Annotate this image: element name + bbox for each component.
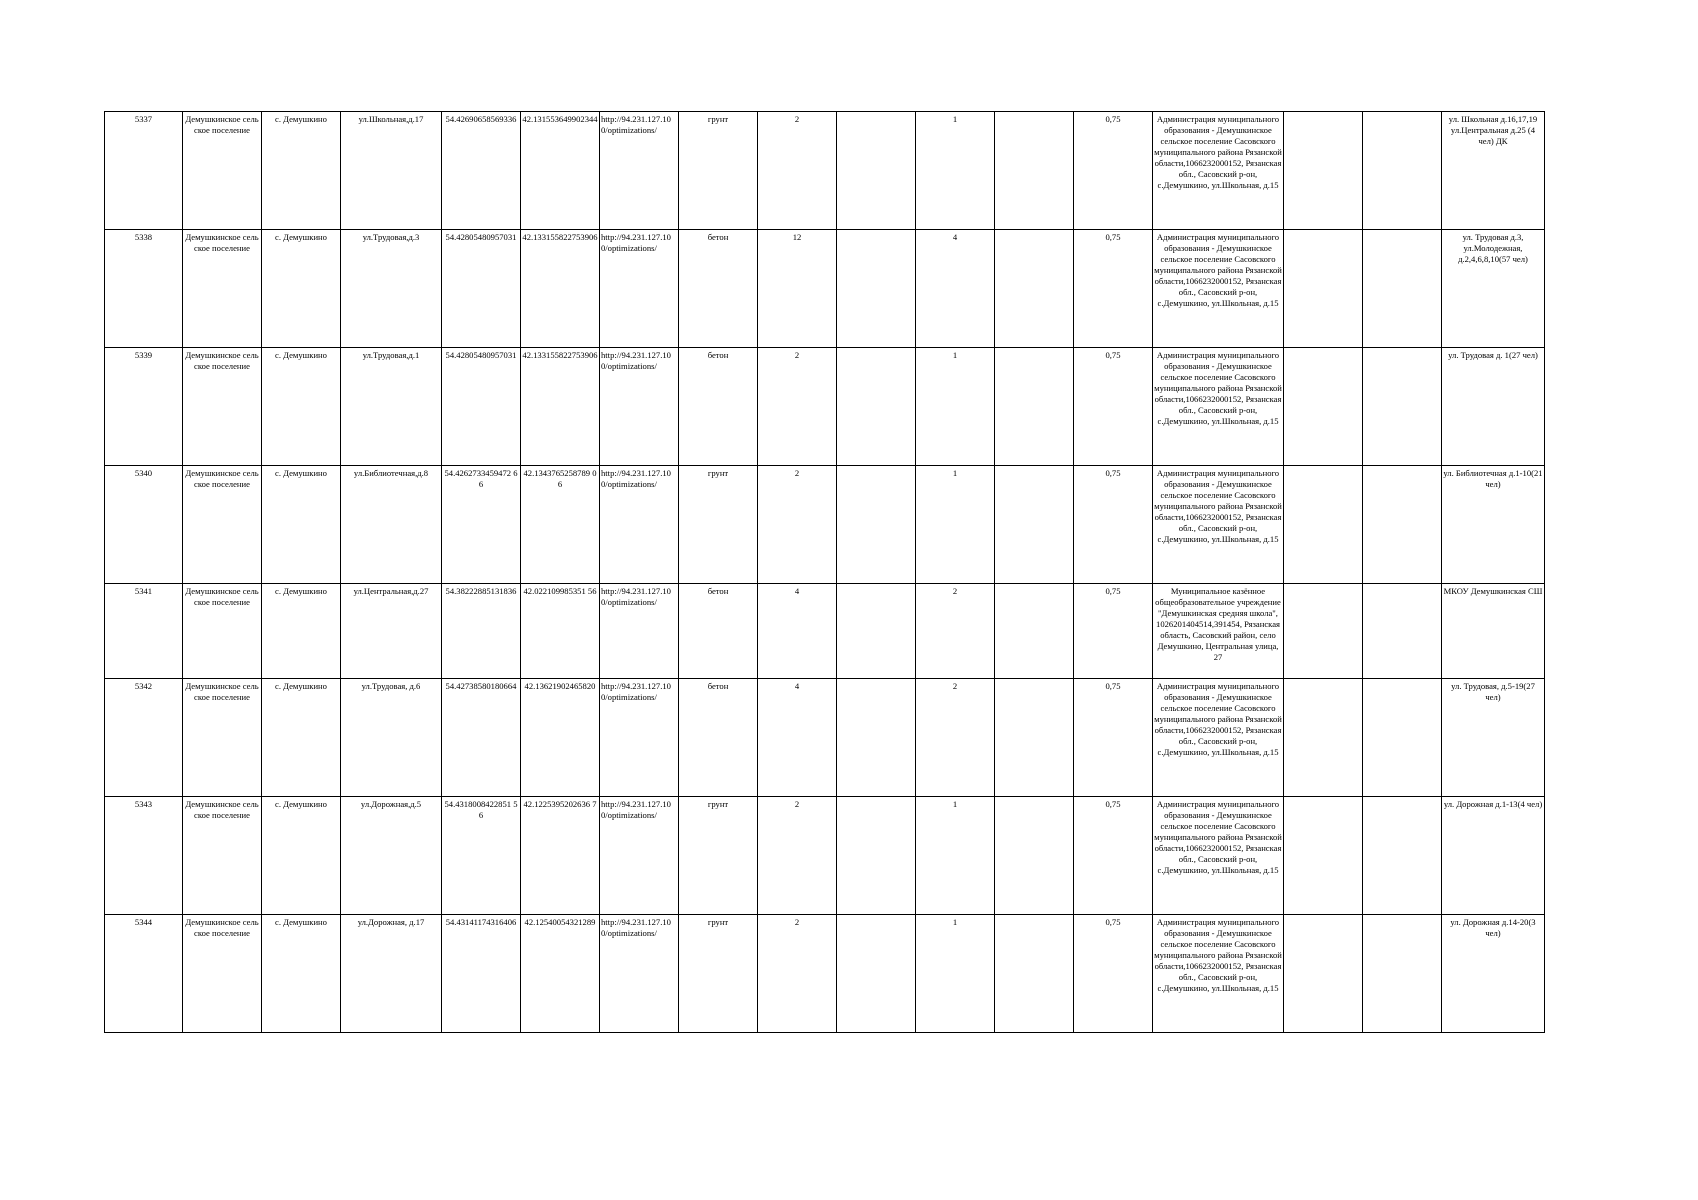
volume-cell: 0,75	[1074, 466, 1153, 584]
area-cell: 12	[758, 230, 837, 348]
village-cell: с. Демушкино	[262, 348, 341, 466]
empty-cell	[1284, 797, 1363, 915]
registry-sheet	[104, 111, 1545, 1033]
surface-cell: бетон	[679, 584, 758, 679]
waste-sources-cell: ул. Дорожная д.1-13(4 чел)	[1442, 797, 1545, 915]
containers-cell: 1	[916, 915, 995, 1033]
map-link-cell[interactable]: http://94.231.127.100/optimizations/	[600, 348, 679, 466]
table-row	[105, 584, 1545, 679]
containers-cell: 2	[916, 679, 995, 797]
id-cell: 5342	[105, 679, 183, 797]
map-link-cell[interactable]: http://94.231.127.100/optimizations/	[600, 797, 679, 915]
id-cell: 5341	[105, 584, 183, 679]
village-cell: с. Демушкино	[262, 466, 341, 584]
address-cell: ул.Трудовая,д.1	[341, 348, 442, 466]
longitude-cell: 42.133155822753906	[521, 348, 600, 466]
village-cell: с. Демушкино	[262, 584, 341, 679]
id-cell: 5337	[105, 112, 183, 230]
table-row	[105, 112, 1545, 230]
owner-cell: Администрация муниципального образования - Демушкинское сельское поселение Сасовского муниципального района Рязанской области,1066232000152, Рязанская обл., Сасовский р-он, с.Демушкино, ул.Школьная, д.15	[1153, 915, 1284, 1033]
surface-cell: грунт	[679, 797, 758, 915]
address-cell: ул.Трудовая,д.3	[341, 230, 442, 348]
address-cell: ул.Библиотечная,д.8	[341, 466, 442, 584]
volume-cell: 0,75	[1074, 584, 1153, 679]
address-cell: ул.Дорожная,д.5	[341, 797, 442, 915]
owner-cell: Муниципальное казённое общеобразовательное учреждение "Демушкинская средняя школа", 1026201404514,391454, Рязанская область, Сасовский район, село Демушкино, Центральная улица, 27	[1153, 584, 1284, 679]
surface-cell: грунт	[679, 466, 758, 584]
empty-cell	[837, 679, 916, 797]
village-cell: с. Демушкино	[262, 230, 341, 348]
empty-cell	[837, 112, 916, 230]
waste-sources-cell: ул. Трудовая, д.5-19(27 чел)	[1442, 679, 1545, 797]
empty-cell	[995, 112, 1074, 230]
id-cell: 5339	[105, 348, 183, 466]
map-link-cell[interactable]: http://94.231.127.100/optimizations/	[600, 915, 679, 1033]
containers-cell: 1	[916, 797, 995, 915]
containers-cell: 2	[916, 584, 995, 679]
empty-cell	[995, 584, 1074, 679]
latitude-cell: 54.42690658569336	[442, 112, 521, 230]
empty-cell	[1284, 112, 1363, 230]
empty-cell	[1284, 679, 1363, 797]
empty-cell	[1284, 348, 1363, 466]
empty-cell	[1363, 112, 1442, 230]
longitude-cell: 42.1225395202636 7	[521, 797, 600, 915]
settlement-cell: Демушкинское сельское поселение	[183, 679, 262, 797]
settlement-cell: Демушкинское сельское поселение	[183, 112, 262, 230]
area-cell: 2	[758, 348, 837, 466]
empty-cell	[1284, 466, 1363, 584]
waste-sources-cell: ул. Трудовая д.3, ул.Молодежная, д.2,4,6,8,10(57 чел)	[1442, 230, 1545, 348]
longitude-cell: 42.131553649902344	[521, 112, 600, 230]
table-row	[105, 679, 1545, 797]
owner-cell: Администрация муниципального образования - Демушкинское сельское поселение Сасовского муниципального района Рязанской области,1066232000152, Рязанская обл., Сасовский р-он, с.Демушкино, ул.Школьная, д.15	[1153, 466, 1284, 584]
empty-cell	[837, 584, 916, 679]
owner-cell: Администрация муниципального образования - Демушкинское сельское поселение Сасовского муниципального района Рязанской области,1066232000152, Рязанская обл., Сасовский р-он, с.Демушкино, ул.Школьная, д.15	[1153, 679, 1284, 797]
empty-cell	[995, 348, 1074, 466]
latitude-cell: 54.43141174316406	[442, 915, 521, 1033]
longitude-cell: 42.022109985351 56	[521, 584, 600, 679]
map-link-cell[interactable]: http://94.231.127.100/optimizations/	[600, 679, 679, 797]
waste-sources-cell: ул. Школьная д.16,17,19 ул.Центральная д.25 (4 чел) ДК	[1442, 112, 1545, 230]
village-cell: с. Демушкино	[262, 679, 341, 797]
table-row	[105, 915, 1545, 1033]
empty-cell	[837, 466, 916, 584]
address-cell: ул.Дорожная, д.17	[341, 915, 442, 1033]
empty-cell	[995, 915, 1074, 1033]
empty-cell	[837, 797, 916, 915]
area-cell: 4	[758, 679, 837, 797]
map-link-cell[interactable]: http://94.231.127.100/optimizations/	[600, 584, 679, 679]
waste-sources-cell: ул. Дорожная д.14-20(3 чел)	[1442, 915, 1545, 1033]
map-link-cell[interactable]: http://94.231.127.100/optimizations/	[600, 112, 679, 230]
area-cell: 2	[758, 797, 837, 915]
village-cell: с. Демушкино	[262, 915, 341, 1033]
address-cell: ул.Трудовая, д.6	[341, 679, 442, 797]
address-cell: ул.Центральная,д.27	[341, 584, 442, 679]
owner-cell: Администрация муниципального образования - Демушкинское сельское поселение Сасовского муниципального района Рязанской области,1066232000152, Рязанская обл., Сасовский р-он, с.Демушкино, ул.Школьная, д.15	[1153, 230, 1284, 348]
volume-cell: 0,75	[1074, 348, 1153, 466]
containers-cell: 4	[916, 230, 995, 348]
containers-cell: 1	[916, 348, 995, 466]
latitude-cell: 54.4318008422851 56	[442, 797, 521, 915]
containers-cell: 1	[916, 112, 995, 230]
empty-cell	[995, 466, 1074, 584]
empty-cell	[837, 348, 916, 466]
volume-cell: 0,75	[1074, 915, 1153, 1033]
empty-cell	[1284, 230, 1363, 348]
latitude-cell: 54.42805480957031	[442, 230, 521, 348]
empty-cell	[1284, 584, 1363, 679]
owner-cell: Администрация муниципального образования - Демушкинское сельское поселение Сасовского муниципального района Рязанской области,1066232000152, Рязанская обл., Сасовский р-он, с.Демушкино, ул.Школьная, д.15	[1153, 112, 1284, 230]
waste-sources-cell: ул. Трудовая д. 1(27 чел)	[1442, 348, 1545, 466]
surface-cell: бетон	[679, 348, 758, 466]
id-cell: 5343	[105, 797, 183, 915]
empty-cell	[837, 915, 916, 1033]
empty-cell	[995, 797, 1074, 915]
longitude-cell: 42.13621902465820	[521, 679, 600, 797]
owner-cell: Администрация муниципального образования - Демушкинское сельское поселение Сасовского муниципального района Рязанской области,1066232000152, Рязанская обл., Сасовский р-он, с.Демушкино, ул.Школьная, д.15	[1153, 797, 1284, 915]
empty-cell	[1363, 230, 1442, 348]
settlement-cell: Демушкинское сельское поселение	[183, 584, 262, 679]
table-row	[105, 797, 1545, 915]
area-cell: 2	[758, 112, 837, 230]
surface-cell: грунт	[679, 112, 758, 230]
latitude-cell: 54.38222885131836	[442, 584, 521, 679]
waste-sites-table	[104, 111, 1545, 1033]
empty-cell	[1363, 915, 1442, 1033]
map-link-cell[interactable]: http://94.231.127.100/optimizations/	[600, 230, 679, 348]
volume-cell: 0,75	[1074, 679, 1153, 797]
empty-cell	[995, 230, 1074, 348]
owner-cell: Администрация муниципального образования - Демушкинское сельское поселение Сасовского муниципального района Рязанской области,1066232000152, Рязанская обл., Сасовский р-он, с.Демушкино, ул.Школьная, д.15	[1153, 348, 1284, 466]
map-link-cell[interactable]: http://94.231.127.100/optimizations/	[600, 466, 679, 584]
containers-cell: 1	[916, 466, 995, 584]
address-cell: ул.Школьная,д.17	[341, 112, 442, 230]
empty-cell	[1284, 915, 1363, 1033]
id-cell: 5338	[105, 230, 183, 348]
waste-sources-cell: ул. Библиотечная д.1-10(21 чел)	[1442, 466, 1545, 584]
latitude-cell: 54.4262733459472 66	[442, 466, 521, 584]
latitude-cell: 54.42738580180664	[442, 679, 521, 797]
table-row	[105, 230, 1545, 348]
volume-cell: 0,75	[1074, 112, 1153, 230]
volume-cell: 0,75	[1074, 230, 1153, 348]
surface-cell: бетон	[679, 230, 758, 348]
longitude-cell: 42.133155822753906	[521, 230, 600, 348]
surface-cell: грунт	[679, 915, 758, 1033]
table-row	[105, 348, 1545, 466]
empty-cell	[1363, 797, 1442, 915]
id-cell: 5340	[105, 466, 183, 584]
area-cell: 2	[758, 915, 837, 1033]
settlement-cell: Демушкинское сельское поселение	[183, 797, 262, 915]
longitude-cell: 42.12540054321289	[521, 915, 600, 1033]
settlement-cell: Демушкинское сельское поселение	[183, 466, 262, 584]
area-cell: 2	[758, 466, 837, 584]
settlement-cell: Демушкинское сельское поселение	[183, 230, 262, 348]
empty-cell	[1363, 584, 1442, 679]
empty-cell	[1363, 348, 1442, 466]
empty-cell	[995, 679, 1074, 797]
volume-cell: 0,75	[1074, 797, 1153, 915]
surface-cell: бетон	[679, 679, 758, 797]
empty-cell	[837, 230, 916, 348]
empty-cell	[1363, 679, 1442, 797]
settlement-cell: Демушкинское сельское поселение	[183, 348, 262, 466]
village-cell: с. Демушкино	[262, 112, 341, 230]
empty-cell	[1363, 466, 1442, 584]
longitude-cell: 42.1343765258789 06	[521, 466, 600, 584]
latitude-cell: 54.42805480957031	[442, 348, 521, 466]
village-cell: с. Демушкино	[262, 797, 341, 915]
waste-sources-cell: МКОУ Демушкинская СШ	[1442, 584, 1545, 679]
settlement-cell: Демушкинское сельское поселение	[183, 915, 262, 1033]
id-cell: 5344	[105, 915, 183, 1033]
table-row	[105, 466, 1545, 584]
area-cell: 4	[758, 584, 837, 679]
